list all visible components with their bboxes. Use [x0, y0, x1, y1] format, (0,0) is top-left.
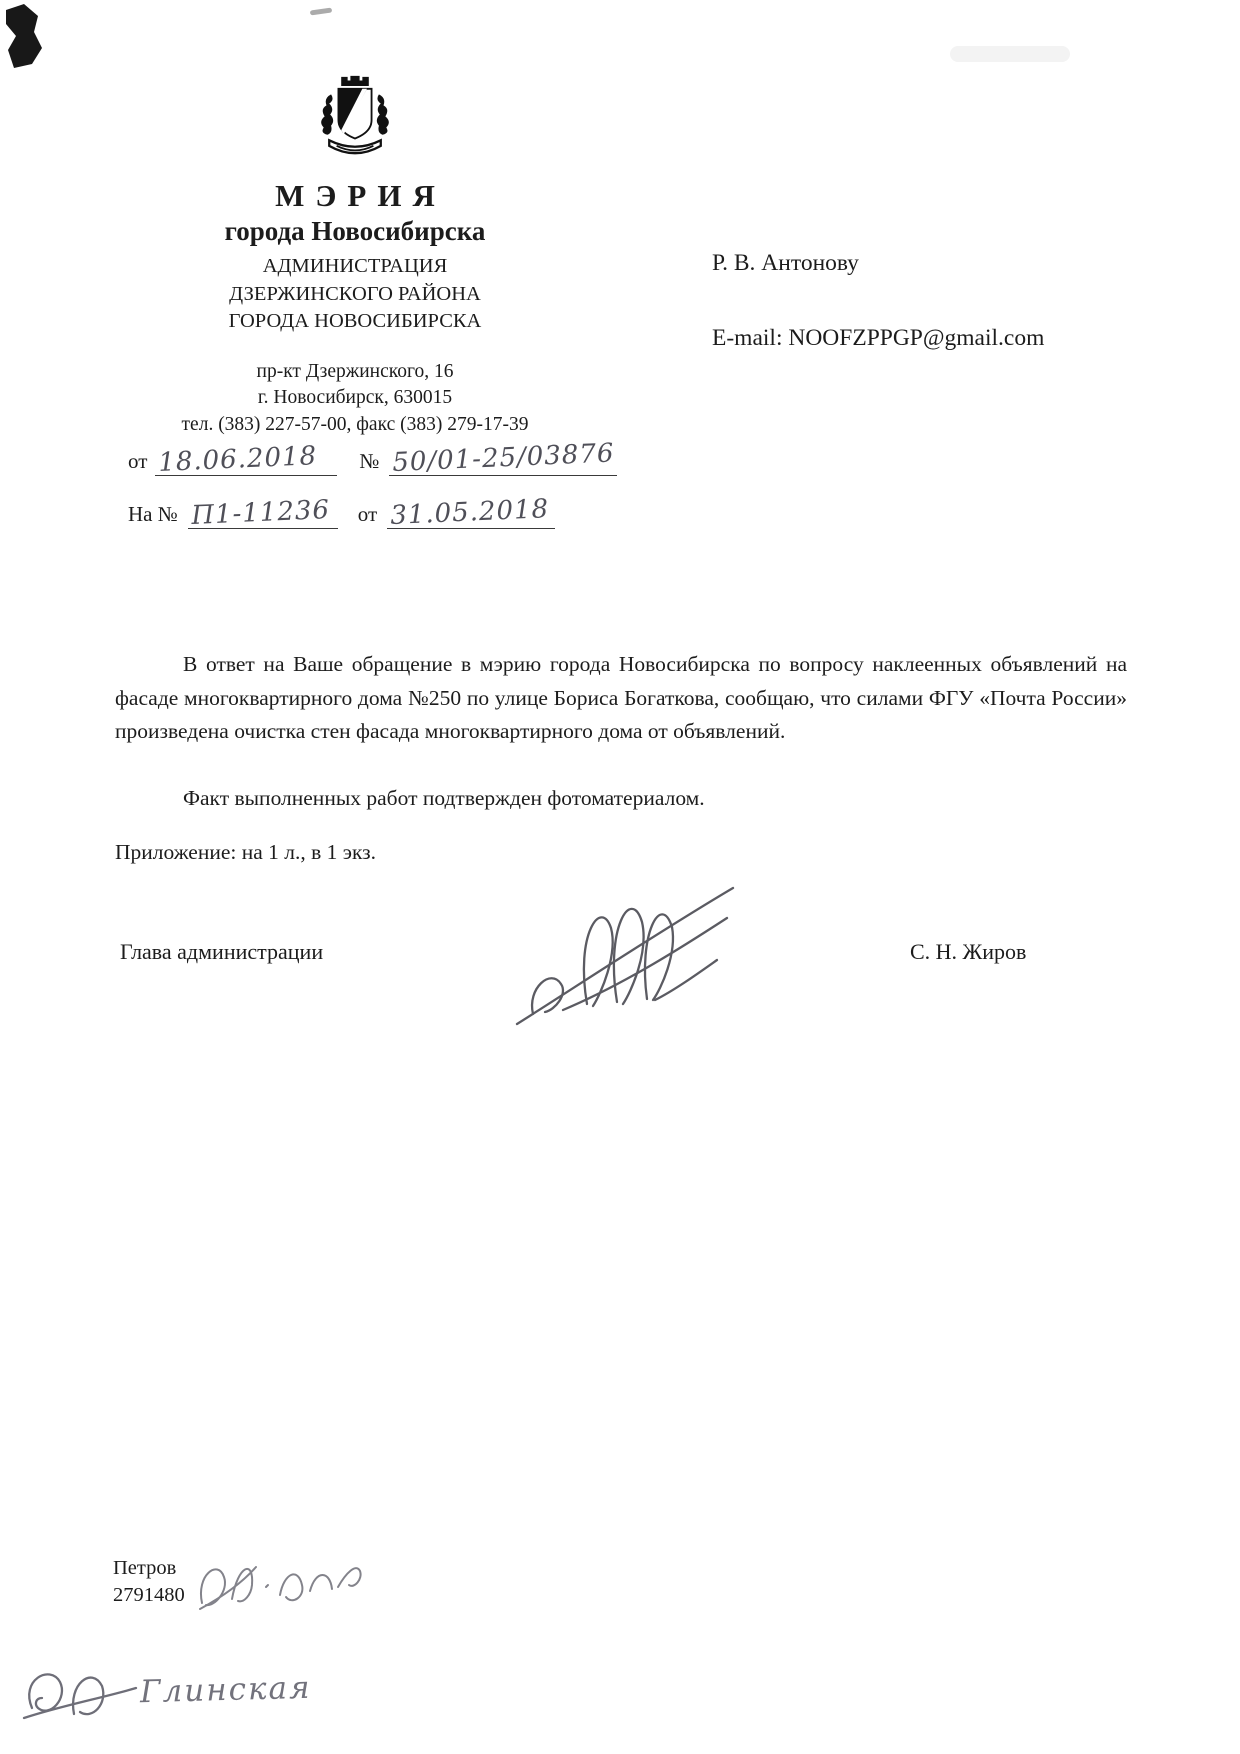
in-date-label: от — [357, 502, 378, 526]
bottom-signature-initials — [18, 1660, 143, 1726]
attachment-note: Приложение: на 1 л., в 1 экз. — [115, 840, 377, 864]
in-number-handwritten: П1-11236 — [190, 494, 331, 531]
out-date-handwritten: 18.06.2018 — [158, 441, 319, 478]
addressee-name: Р. В. Антонову — [712, 250, 859, 276]
org-name: МЭРИЯ — [275, 178, 446, 213]
org-name-line2: города Новосибирска — [224, 215, 486, 246]
out-number-handwritten: 50/01-25/03876 — [392, 438, 616, 478]
head-signature-scribble — [505, 872, 750, 1044]
letterhead — [105, 74, 605, 438]
executor-block — [113, 1555, 185, 1609]
body-paragraph-1: В ответ на Ваше обращение в мэрию города Новосибирска по вопросу наклеенных объявлений на фасаде многоквартирного дома №250 по улице Бориса Богаткова, сообщаю, что силами ФГУ «Почта России» произведена очистка стен фасада многоквартирного дома от объявлений. — [115, 652, 1127, 743]
address-phone: тел. (383) 227-57-00, факс (383) 279-17-39 — [181, 413, 529, 435]
out-date-field — [155, 441, 337, 476]
scan-ink-blot — [4, 2, 48, 72]
in-number-field — [188, 494, 338, 529]
in-date-field — [387, 494, 555, 529]
dept-line-2: ДЗЕРЖИНСКОГО РАЙОНА — [229, 282, 481, 305]
outgoing-reference-row — [128, 438, 617, 478]
executor-name: Петров — [113, 1557, 177, 1579]
novosibirsk-coat-of-arms-icon — [309, 74, 401, 168]
out-number-field — [389, 438, 617, 478]
addressee-email: E-mail: NOOFZPPGP@gmail.com — [712, 325, 1045, 351]
in-date-handwritten: 31.05.2018 — [389, 494, 550, 531]
signer-position: Глава администрации — [120, 939, 324, 964]
executor-phone: 2791480 — [113, 1584, 185, 1606]
out-number-label: № — [359, 449, 380, 473]
in-number-label: На № — [128, 502, 178, 526]
dept-line-1: АДМИНИСТРАЦИЯ — [262, 255, 448, 278]
address-city: г. Новосибирск, 630015 — [257, 387, 453, 409]
address-street: пр-кт Дзержинского, 16 — [256, 360, 454, 382]
incoming-reference-row — [128, 494, 555, 529]
scan-mark — [310, 7, 332, 15]
body-paragraph-2: Факт выполненных работ подтвержден фотоматериалом. — [183, 786, 705, 810]
signer-name: С. Н. Жиров — [910, 939, 1027, 964]
bottom-signature-name: Глинская — [139, 1669, 312, 1711]
out-date-label: от — [128, 449, 148, 473]
dept-line-3: ГОРОДА НОВОСИБИРСКА — [228, 310, 482, 333]
scan-smudge — [950, 46, 1070, 62]
executor-signature-scribble — [192, 1543, 367, 1623]
